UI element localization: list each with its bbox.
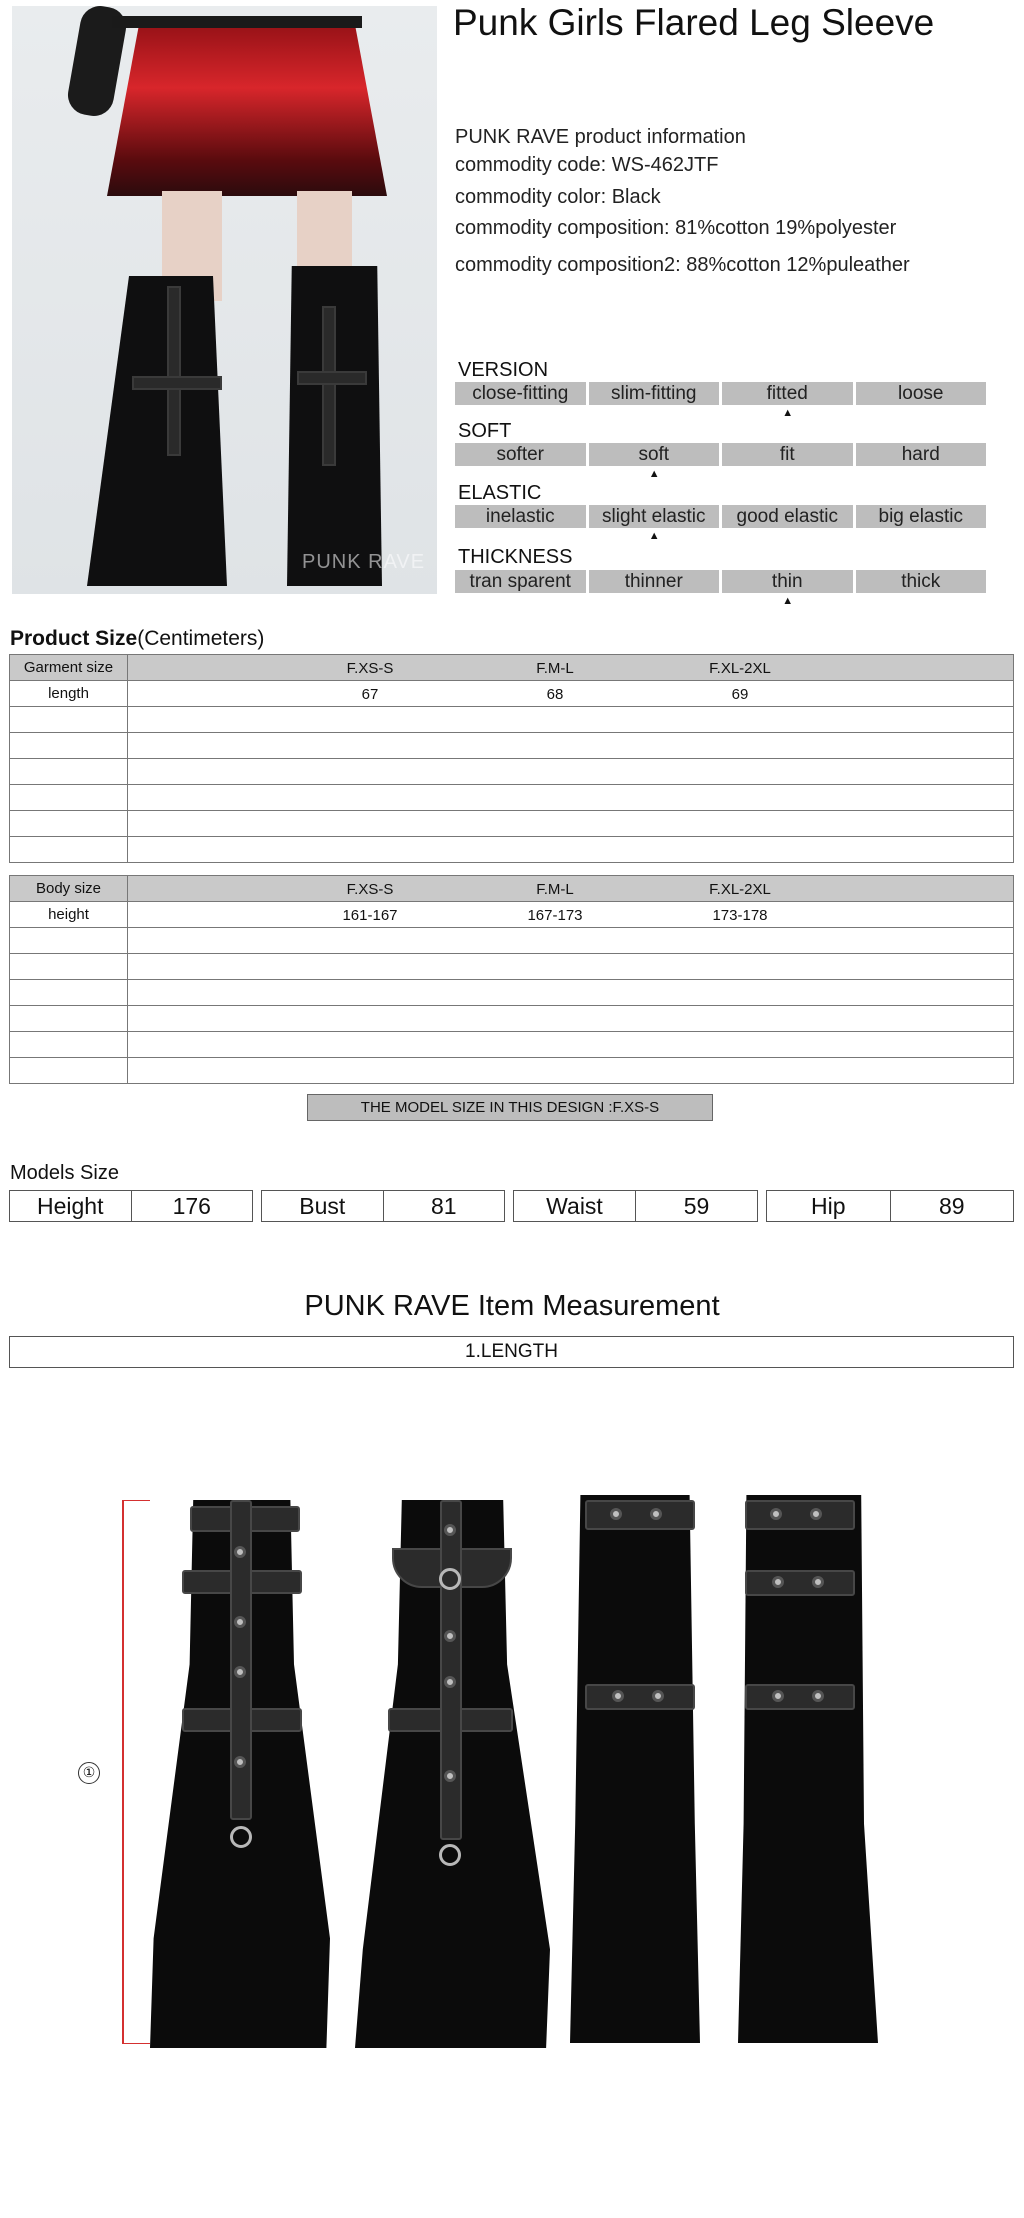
- code-label: commodity code:: [455, 154, 607, 176]
- model-stat-height: [9, 1190, 253, 1222]
- model-stat-waist: [513, 1190, 758, 1222]
- grommet-icon: [444, 1676, 456, 1688]
- selection-marker-icon: ▲: [648, 530, 660, 542]
- scale-version: [455, 382, 986, 405]
- composition-value: 81%cotton 19%polyester: [675, 217, 897, 239]
- composition2-label: commodity composition2:: [455, 254, 681, 276]
- grommet-icon: [812, 1690, 824, 1702]
- length-ruler: [122, 1500, 150, 2044]
- scale-soft: [455, 443, 986, 466]
- table-row-empty: [10, 1006, 1014, 1032]
- column-header: F.M-L: [536, 659, 574, 677]
- grommet-icon: [770, 1508, 782, 1520]
- cell-value: 167-173: [527, 906, 583, 924]
- leg-sleeve-left: [87, 276, 227, 586]
- row-label: height: [10, 902, 128, 928]
- red-pleated-skirt: [107, 16, 387, 196]
- table-header-row: [10, 876, 1014, 902]
- measurement-title: PUNK RAVE Item Measurement: [304, 1290, 720, 1322]
- sleeve-strap: [585, 1500, 695, 1530]
- table-row-empty: [10, 759, 1014, 785]
- scale-option: tran sparent: [455, 570, 586, 593]
- scale-option: thin: [722, 570, 853, 593]
- model-stat-bust: [261, 1190, 505, 1222]
- commodity-composition2: [455, 254, 910, 277]
- table-row-empty: [10, 928, 1014, 954]
- table-row: [10, 902, 1014, 928]
- column-header: F.M-L: [536, 880, 574, 898]
- photo-watermark: PUNK RAVE: [302, 551, 426, 573]
- model-stat-name: Bust: [262, 1191, 384, 1221]
- table-header-row: [10, 655, 1014, 681]
- commodity-code: [455, 154, 718, 177]
- cell-value: 68: [546, 685, 564, 703]
- sleeve-strap: [745, 1500, 855, 1530]
- table-row-empty: [10, 811, 1014, 837]
- row-label: length: [10, 681, 128, 707]
- grommet-icon: [650, 1508, 662, 1520]
- model-stat-value: 81: [430, 1193, 457, 1219]
- selection-marker-icon: ▲: [648, 468, 660, 480]
- table-row-empty: [10, 954, 1014, 980]
- model-stat-hip: [766, 1190, 1014, 1222]
- scale-option: softer: [455, 443, 586, 466]
- table-row-empty: [10, 837, 1014, 863]
- scale-thickness: [455, 570, 986, 593]
- scale-option: close-fitting: [455, 382, 586, 405]
- body-size-table: [9, 875, 1014, 1084]
- composition2-value: 88%cotton 12%puleather: [686, 254, 910, 276]
- grommet-icon: [444, 1770, 456, 1782]
- selection-marker-icon: ▲: [782, 595, 794, 607]
- grommet-icon: [652, 1690, 664, 1702]
- cell-value: 161-167: [342, 906, 398, 924]
- column-header: F.XL-2XL: [709, 659, 771, 677]
- scale-option: hard: [856, 443, 987, 466]
- garment-flat-lay: [0, 1440, 1024, 2060]
- hero-product-photo: [12, 6, 437, 594]
- sleeve-strap: [132, 376, 222, 390]
- grommet-icon: [610, 1508, 622, 1520]
- scale-label-elastic: ELASTIC: [458, 482, 542, 504]
- table-header-columns: [128, 876, 1014, 902]
- grommet-icon: [234, 1756, 246, 1768]
- scale-option: inelastic: [455, 505, 586, 528]
- grommet-icon: [234, 1546, 246, 1558]
- model-stat-value: 176: [172, 1193, 211, 1219]
- sleeve-strap: [585, 1684, 695, 1710]
- model-stat-name: Waist: [514, 1191, 636, 1221]
- measurement-item: 1.LENGTH: [9, 1336, 1014, 1368]
- scale-elastic: [455, 505, 986, 528]
- scale-option: loose: [856, 382, 987, 405]
- model-stat-value: 59: [683, 1193, 710, 1219]
- composition-label: commodity composition:: [455, 217, 670, 239]
- scale-option: thinner: [589, 570, 720, 593]
- cell-value: 67: [361, 685, 379, 703]
- cell-value: 173-178: [712, 906, 768, 924]
- scale-option: soft: [589, 443, 720, 466]
- model-stat-name: Height: [10, 1191, 132, 1221]
- scale-option: fitted: [722, 382, 853, 405]
- scale-option: big elastic: [856, 505, 987, 528]
- model-size-note: THE MODEL SIZE IN THIS DESIGN :F.XS-S: [307, 1094, 713, 1121]
- grommet-icon: [234, 1666, 246, 1678]
- scale-option: slim-fitting: [589, 382, 720, 405]
- sleeve-strap: [745, 1684, 855, 1710]
- table-row-empty: [10, 980, 1014, 1006]
- grommet-icon: [772, 1576, 784, 1588]
- column-header: F.XS-S: [346, 880, 394, 898]
- scale-label-thickness: THICKNESS: [458, 546, 573, 568]
- o-ring-icon: [439, 1844, 461, 1866]
- size-heading-unit: (Centimeters): [137, 627, 265, 650]
- scale-label-version: VERSION: [458, 359, 549, 381]
- skirt-belt: [112, 16, 362, 28]
- o-ring-icon: [230, 1826, 252, 1848]
- length-marker-icon: ①: [78, 1762, 100, 1784]
- sleeve-strap: [297, 371, 367, 385]
- scale-option: slight elastic: [589, 505, 720, 528]
- sleeve-back-left: [570, 1495, 700, 2043]
- o-ring-icon: [439, 1568, 461, 1590]
- cell-value: 69: [731, 685, 749, 703]
- table-header-label: Garment size: [10, 655, 128, 681]
- scale-option: good elastic: [722, 505, 853, 528]
- grommet-icon: [810, 1508, 822, 1520]
- sleeve-strap: [167, 286, 181, 456]
- scale-option: thick: [856, 570, 987, 593]
- table-row: [10, 681, 1014, 707]
- table-row-empty: [10, 1058, 1014, 1084]
- scale-option: fit: [722, 443, 853, 466]
- table-row-empty: [10, 707, 1014, 733]
- row-values: [128, 902, 1014, 928]
- table-row-empty: [10, 785, 1014, 811]
- commodity-composition: [455, 217, 896, 240]
- color-label: commodity color:: [455, 186, 607, 208]
- sleeve-strap: [322, 306, 336, 466]
- sleeve-strap: [440, 1500, 462, 1840]
- table-header-columns: [128, 655, 1014, 681]
- grommet-icon: [234, 1616, 246, 1628]
- grommet-icon: [812, 1576, 824, 1588]
- color-value: Black: [611, 186, 661, 208]
- size-heading-bold: Product Size: [10, 627, 138, 650]
- table-row-empty: [10, 733, 1014, 759]
- code-value: WS-462JTF: [611, 154, 719, 176]
- grommet-icon: [612, 1690, 624, 1702]
- models-size-label: Models Size: [10, 1162, 119, 1184]
- grommet-icon: [444, 1524, 456, 1536]
- column-header: F.XL-2XL: [709, 880, 771, 898]
- table-header-label: Body size: [10, 876, 128, 902]
- row-values: [128, 681, 1014, 707]
- column-header: F.XS-S: [346, 659, 394, 677]
- product-size-heading: [10, 627, 264, 651]
- selection-marker-icon: ▲: [782, 407, 794, 419]
- commodity-color: [455, 186, 661, 209]
- table-row-empty: [10, 1032, 1014, 1058]
- model-stat-name: Hip: [767, 1191, 891, 1221]
- model-stat-value: 89: [938, 1193, 965, 1219]
- sleeve-strap: [745, 1570, 855, 1596]
- garment-size-table: [9, 654, 1014, 863]
- product-title: Punk Girls Flared Leg Sleeve: [453, 2, 935, 43]
- grommet-icon: [444, 1630, 456, 1642]
- scale-label-soft: SOFT: [458, 420, 512, 442]
- info-heading: PUNK RAVE product information: [455, 126, 746, 148]
- grommet-icon: [772, 1690, 784, 1702]
